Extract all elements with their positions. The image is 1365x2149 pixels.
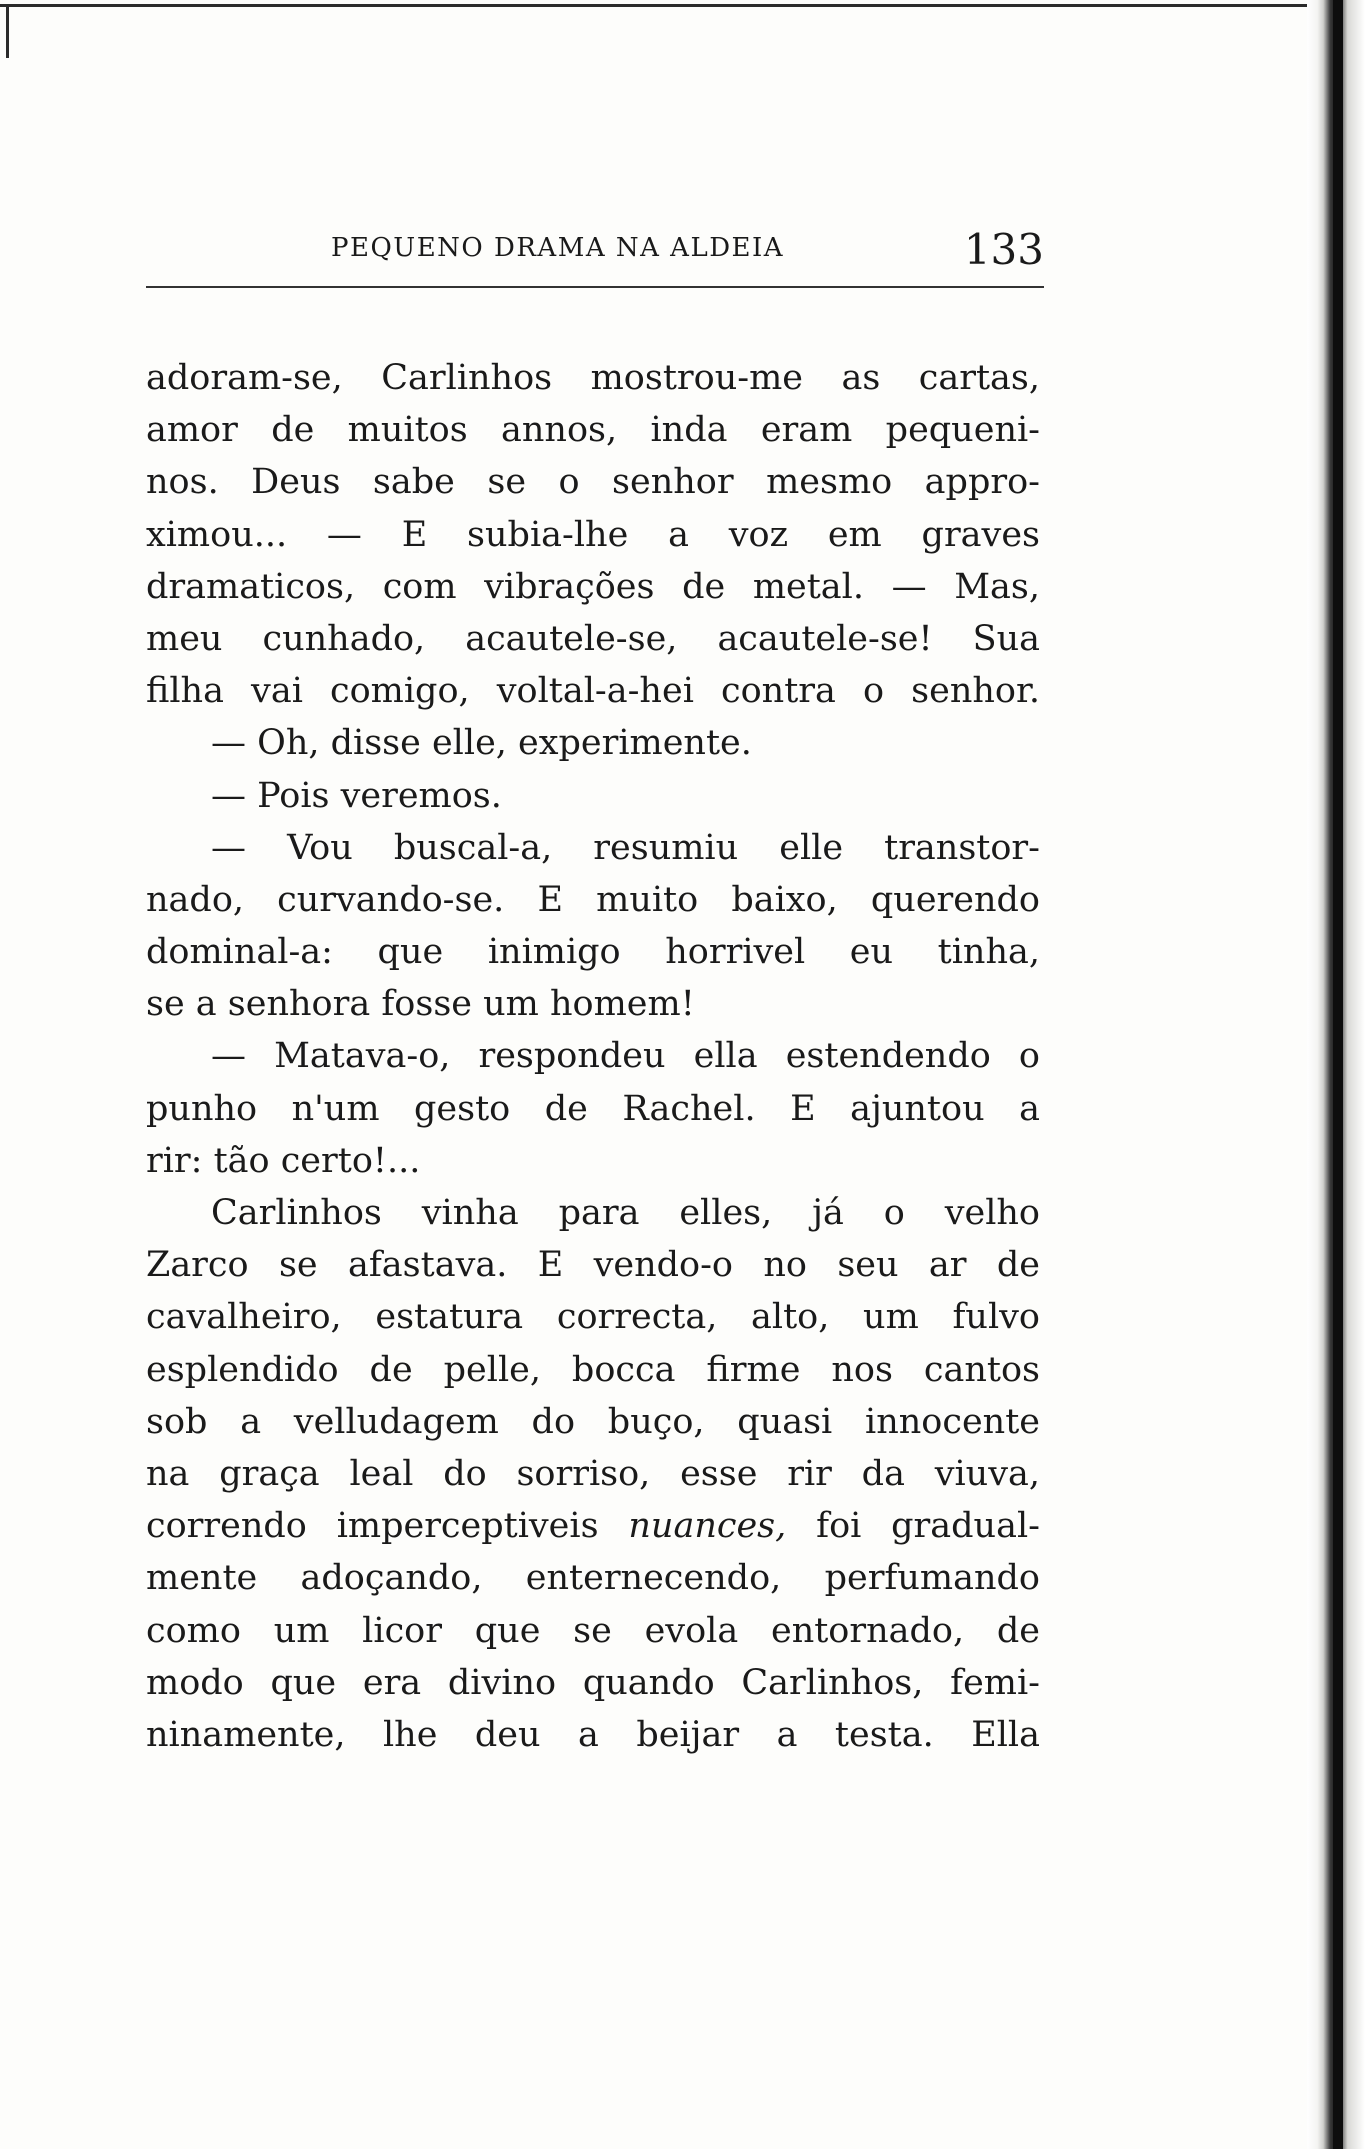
text-line: dominal-a: que inimigo horrivel eu tinha, bbox=[146, 932, 1040, 973]
dialogue-line: — Matava-o, respondeu ella estendendo o bbox=[211, 1036, 1040, 1077]
scan-border-top bbox=[0, 4, 1340, 7]
text-segment: foi gradual- bbox=[816, 1506, 1040, 1547]
text-line: se a senhora fosse um homem! bbox=[146, 984, 695, 1025]
dialogue-line: — Pois veremos. bbox=[211, 775, 502, 816]
text-line-with-italic bbox=[146, 1500, 1040, 1552]
text-line: mente adoçando, enternecendo, perfumando bbox=[146, 1558, 1040, 1599]
text-line: na graça leal do sorriso, esse rir da viuva, bbox=[146, 1453, 1040, 1494]
text-line: ximou... — E subia-lhe a voz em graves bbox=[146, 514, 1040, 555]
text-segment: correndo imperceptiveis bbox=[146, 1506, 599, 1547]
text-line: modo que era divino quando Carlinhos, femi- bbox=[146, 1662, 1040, 1703]
page-number: 133 bbox=[963, 225, 1044, 274]
text-line: nos. Deus sabe se o senhor mesmo appro- bbox=[146, 462, 1040, 503]
body-text bbox=[146, 352, 1040, 1761]
dialogue-line: — Oh, disse elle, experimente. bbox=[211, 723, 752, 764]
text-line: sob a velludagem do buço, quasi innocente bbox=[146, 1401, 1040, 1442]
text-line: filha vai comigo, voltal-a-hei contra o senhor. bbox=[146, 671, 1040, 712]
paragraph-start-line: Carlinhos vinha para elles, já o velho bbox=[211, 1193, 1040, 1233]
header-rule bbox=[146, 286, 1044, 288]
text-line: adoram-se, Carlinhos mostrou-me as cartas, bbox=[146, 358, 1040, 398]
text-line: dramaticos, com vibrações de metal. — Mas, bbox=[146, 566, 1040, 607]
text-line: cavalheiro, estatura correcta, alto, um fulvo bbox=[146, 1297, 1040, 1338]
running-head bbox=[146, 225, 1044, 281]
dialogue-line: — Vou buscal-a, resumiu elle transtor- bbox=[211, 827, 1040, 868]
text-line: rir: tão certo!... bbox=[146, 1140, 421, 1181]
text-line: Zarco se afastava. E vendo-o no seu ar de bbox=[146, 1245, 1040, 1286]
text-line: punho n'um gesto de Rachel. E ajuntou a bbox=[146, 1088, 1040, 1129]
scan-border-left bbox=[6, 4, 9, 58]
text-line: meu cunhado, acautele-se, acautele-se! Sua bbox=[146, 618, 1040, 659]
page-binding-shadow bbox=[1333, 0, 1343, 2149]
text-line: esplendido de pelle, bocca firme nos cantos bbox=[146, 1349, 1040, 1390]
running-title: PEQUENO DRAMA NA ALDEIA bbox=[331, 233, 785, 263]
italic-term: nuances, bbox=[628, 1506, 787, 1547]
text-line: nado, curvando-se. E muito baixo, querendo bbox=[146, 879, 1040, 920]
text-line: como um licor que se evola entornado, de bbox=[146, 1610, 1040, 1651]
text-line: amor de muitos annos, inda eram pequeni- bbox=[146, 410, 1040, 451]
text-line: ninamente, lhe deu a beijar a testa. Ella bbox=[146, 1714, 1040, 1755]
